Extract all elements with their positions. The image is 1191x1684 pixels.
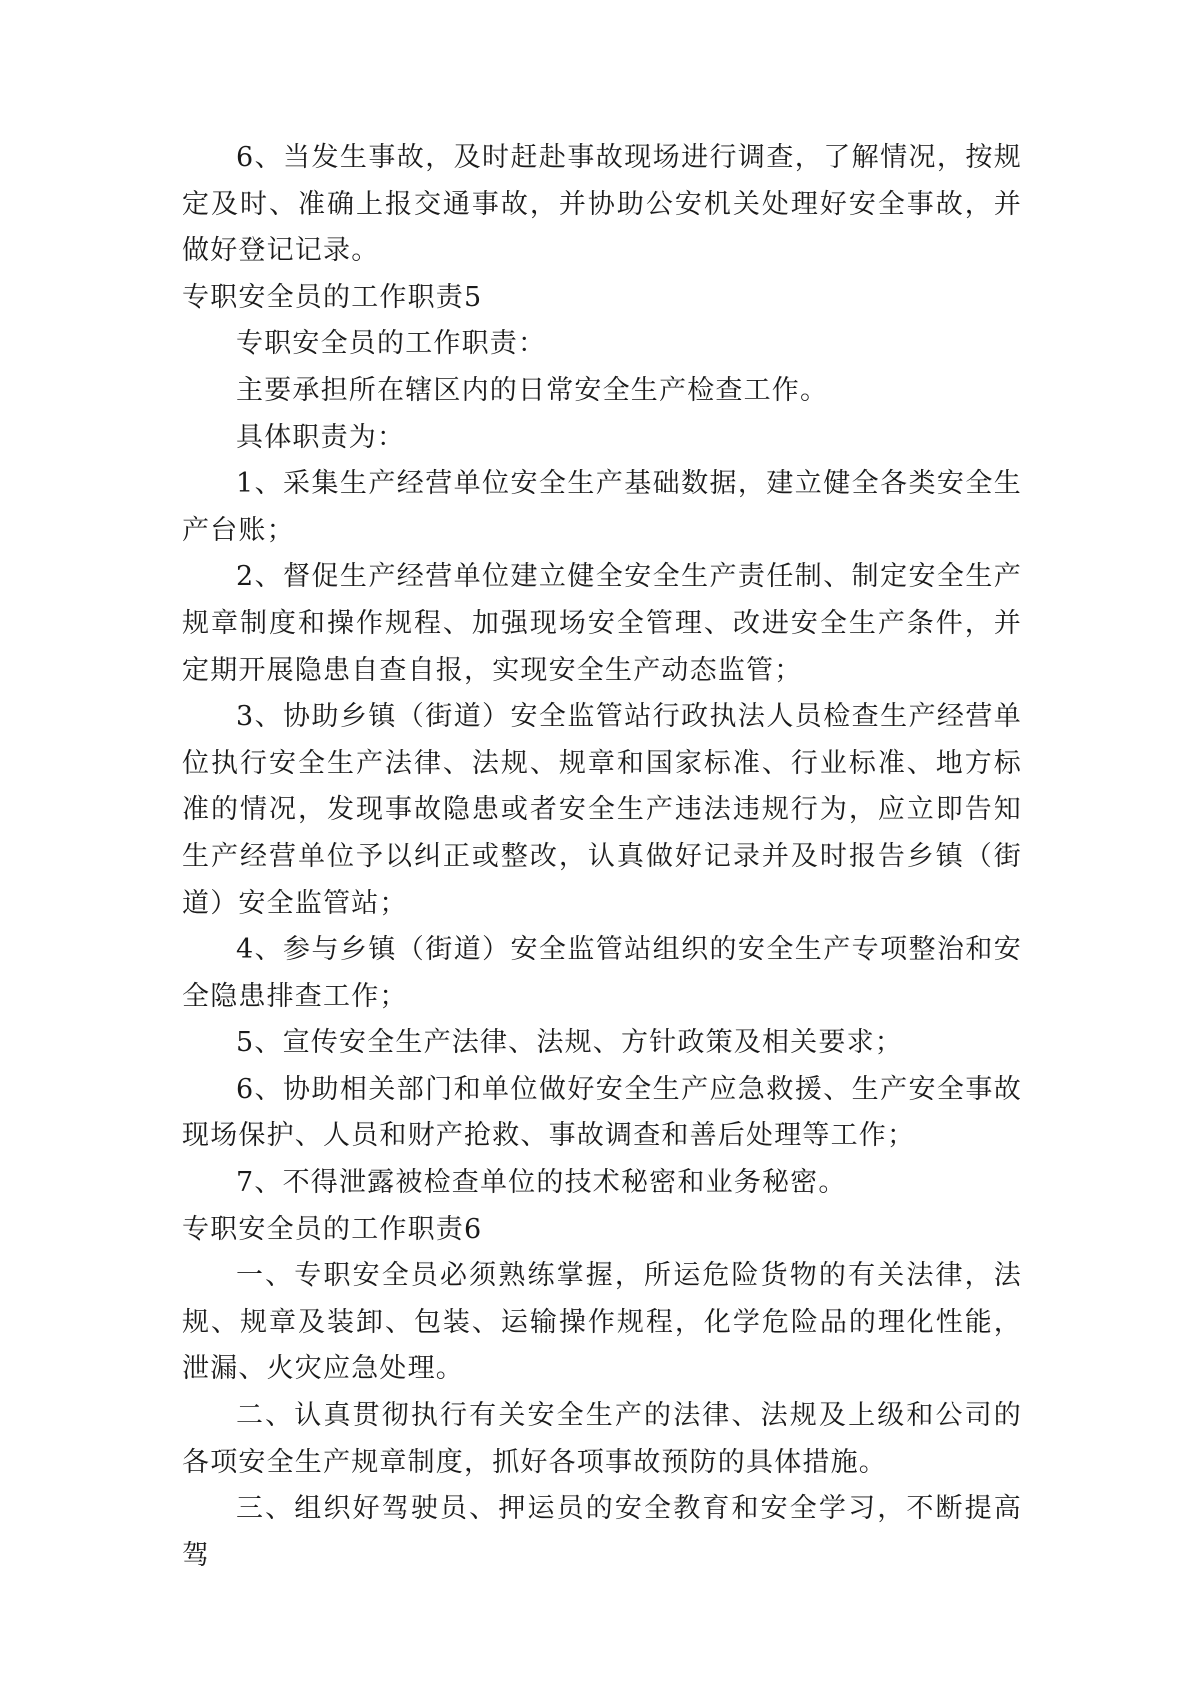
section-heading: 专职安全员的工作职责6: [182, 1213, 483, 1245]
paragraph: 5、宣传安全生产法律、法规、方针政策及相关要求；: [236, 1027, 903, 1059]
paragraph: 三、组织好驾驶员、押运员的安全教育和安全学习，不断提高驾: [182, 1493, 1022, 1571]
paragraph: 6、当发生事故，及时赶赴事故现场进行调查，了解情况，按规定及时、准确上报交通事故，并协助公安机关处理好安全事故，并做好登记记录。: [182, 142, 1022, 267]
paragraph: 具体职责为：: [236, 421, 406, 453]
section-heading: 专职安全员的工作职责5: [182, 281, 483, 313]
paragraph: 二、认真贯彻执行有关安全生产的法律、法规及上级和公司的各项安全生产规章制度，抓好各项事故预防的具体措施。: [182, 1400, 1022, 1478]
paragraph: 4、参与乡镇（街道）安全监管站组织的安全生产专项整治和安全隐患排查工作；: [182, 934, 1022, 1012]
paragraph: 一、专职安全员必须熟练掌握，所运危险货物的有关法律，法规、规章及装卸、包装、运输操作规程，化学危险品的理化性能，泄漏、火灾应急处理。: [182, 1260, 1022, 1385]
document-body: [182, 135, 1022, 1579]
paragraph: 专职安全员的工作职责：: [236, 328, 547, 360]
paragraph: 6、协助相关部门和单位做好安全生产应急救援、生产安全事故现场保护、人员和财产抢救、事故调查和善后处理等工作；: [182, 1073, 1022, 1152]
paragraph: 主要承担所在辖区内的日常安全生产检查工作。: [236, 374, 829, 406]
paragraph: 2、督促生产经营单位建立健全安全生产责任制、制定安全生产规章制度和操作规程、加强现场安全管理、改进安全生产条件，并定期开展隐患自查自报，实现安全生产动态监管；: [182, 561, 1022, 686]
paragraph: 1、采集生产经营单位安全生产基础数据，建立健全各类安全生产台账；: [182, 468, 1022, 546]
paragraph: 7、不得泄露被检查单位的技术秘密和业务秘密。: [236, 1167, 847, 1199]
paragraph: 3、协助乡镇（街道）安全监管站行政执法人员检查生产经营单位执行安全生产法律、法规、规章和国家标准、行业标准、地方标准的情况，发现事故隐患或者安全生产违法违规行为，应立即告知生产经营单位予以纠正或整改，认真做好记录并及时报告乡镇（街道）安全监管站；: [182, 701, 1022, 919]
